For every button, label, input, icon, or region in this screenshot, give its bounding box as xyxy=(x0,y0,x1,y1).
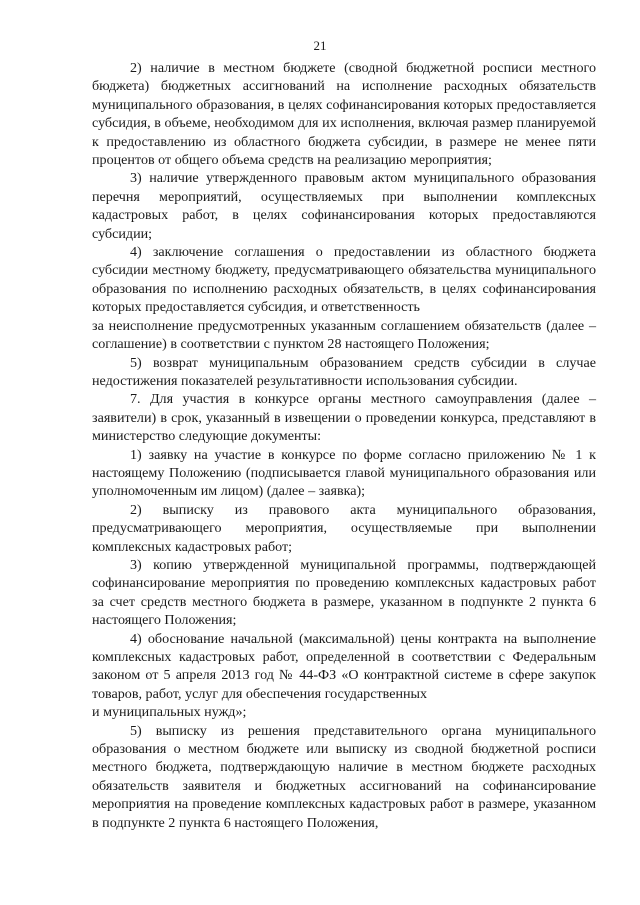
paragraph: 5) возврат муниципальным образованием средств субсидии в случае недостижения показателей результативности использования субсидии. xyxy=(92,354,596,389)
page-number: 21 xyxy=(313,38,327,53)
body-text xyxy=(92,59,596,832)
paragraph: и муниципальных нужд»; xyxy=(92,704,247,721)
paragraph: 7. Для участия в конкурсе органы местного самоуправления (далее – заявители) в срок, указанный в извещении о проведении конкурса, представляют в министерство следующие документы: xyxy=(92,391,596,445)
paragraph: 5) выписку из решения представительного органа муниципального образования о местном бюджете или выписку из сводной бюджетной росписи местного бюджета, подтверждающую наличие в местном бюджете расходных обязательств заявителя и бюджетных ассигнований на софинансирование мероприятия на проведение комплексных кадастровых работ в размере, указанном в подпункте 2 пункта 6 настоящего Положения, xyxy=(92,722,596,831)
paragraph: за неисполнение предусмотренных указанным соглашением обязательств (далее – соглашение) в соответствии с пунктом 28 настоящего Положения; xyxy=(92,317,596,353)
paragraph: 4) заключение соглашения о предоставлении из областного бюджета субсидии местному бюджету, предусматривающего обязательства муниципального образования по исполнению расходных обязательств, в целях софинансирования которых предоставляется субсидия, и ответственность xyxy=(92,244,596,316)
paragraph: 3) наличие утвержденного правовым актом муниципального образования перечня мероприятий, осуществляемых при выполнении комплексных кадастровых работ, в целях софинансирования которых предоставляются субсидии; xyxy=(92,170,596,242)
paragraph: 2) выписку из правового акта муниципального образования, предусматривающего мероприятия, осуществляемые при выполнении комплексных кадастровых работ; xyxy=(92,501,596,555)
paragraph: 2) наличие в местном бюджете (сводной бюджетной росписи местного бюджета) бюджетных ассигнований на исполнение расходных обязательств муниципального образования, в целях софинансирования которых предоставляется субсидия, в объеме, необходимом для их исполнения, включая размер планируемой к предоставлению из областного бюджета субсидии, в размере не менее пяти процентов от общего объема средств на реализацию мероприятия; xyxy=(92,60,596,169)
paragraph: 4) обоснование начальной (максимальной) цены контракта на выполнение комплексных кадастровых работ, определенной в соответствии с Федеральным законом от 5 апреля 2013 год № 44-ФЗ «О контрактной системе в сфере закупок товаров, работ, услуг для обеспечения государственных xyxy=(92,630,596,702)
paragraph: 3) копию утвержденной муниципальной программы, подтверждающей софинансирование мероприятия по проведению комплексных кадастровых работ за счет средств местного бюджета в размере, указанном в подпункте 2 пункта 6 настоящего Положения; xyxy=(92,556,596,629)
paragraph: 1) заявку на участие в конкурсе по форме согласно приложению № 1 к настоящему Положению (подписывается главой муниципального образования или уполномоченным им лицом) (далее – заявка); xyxy=(92,446,596,500)
